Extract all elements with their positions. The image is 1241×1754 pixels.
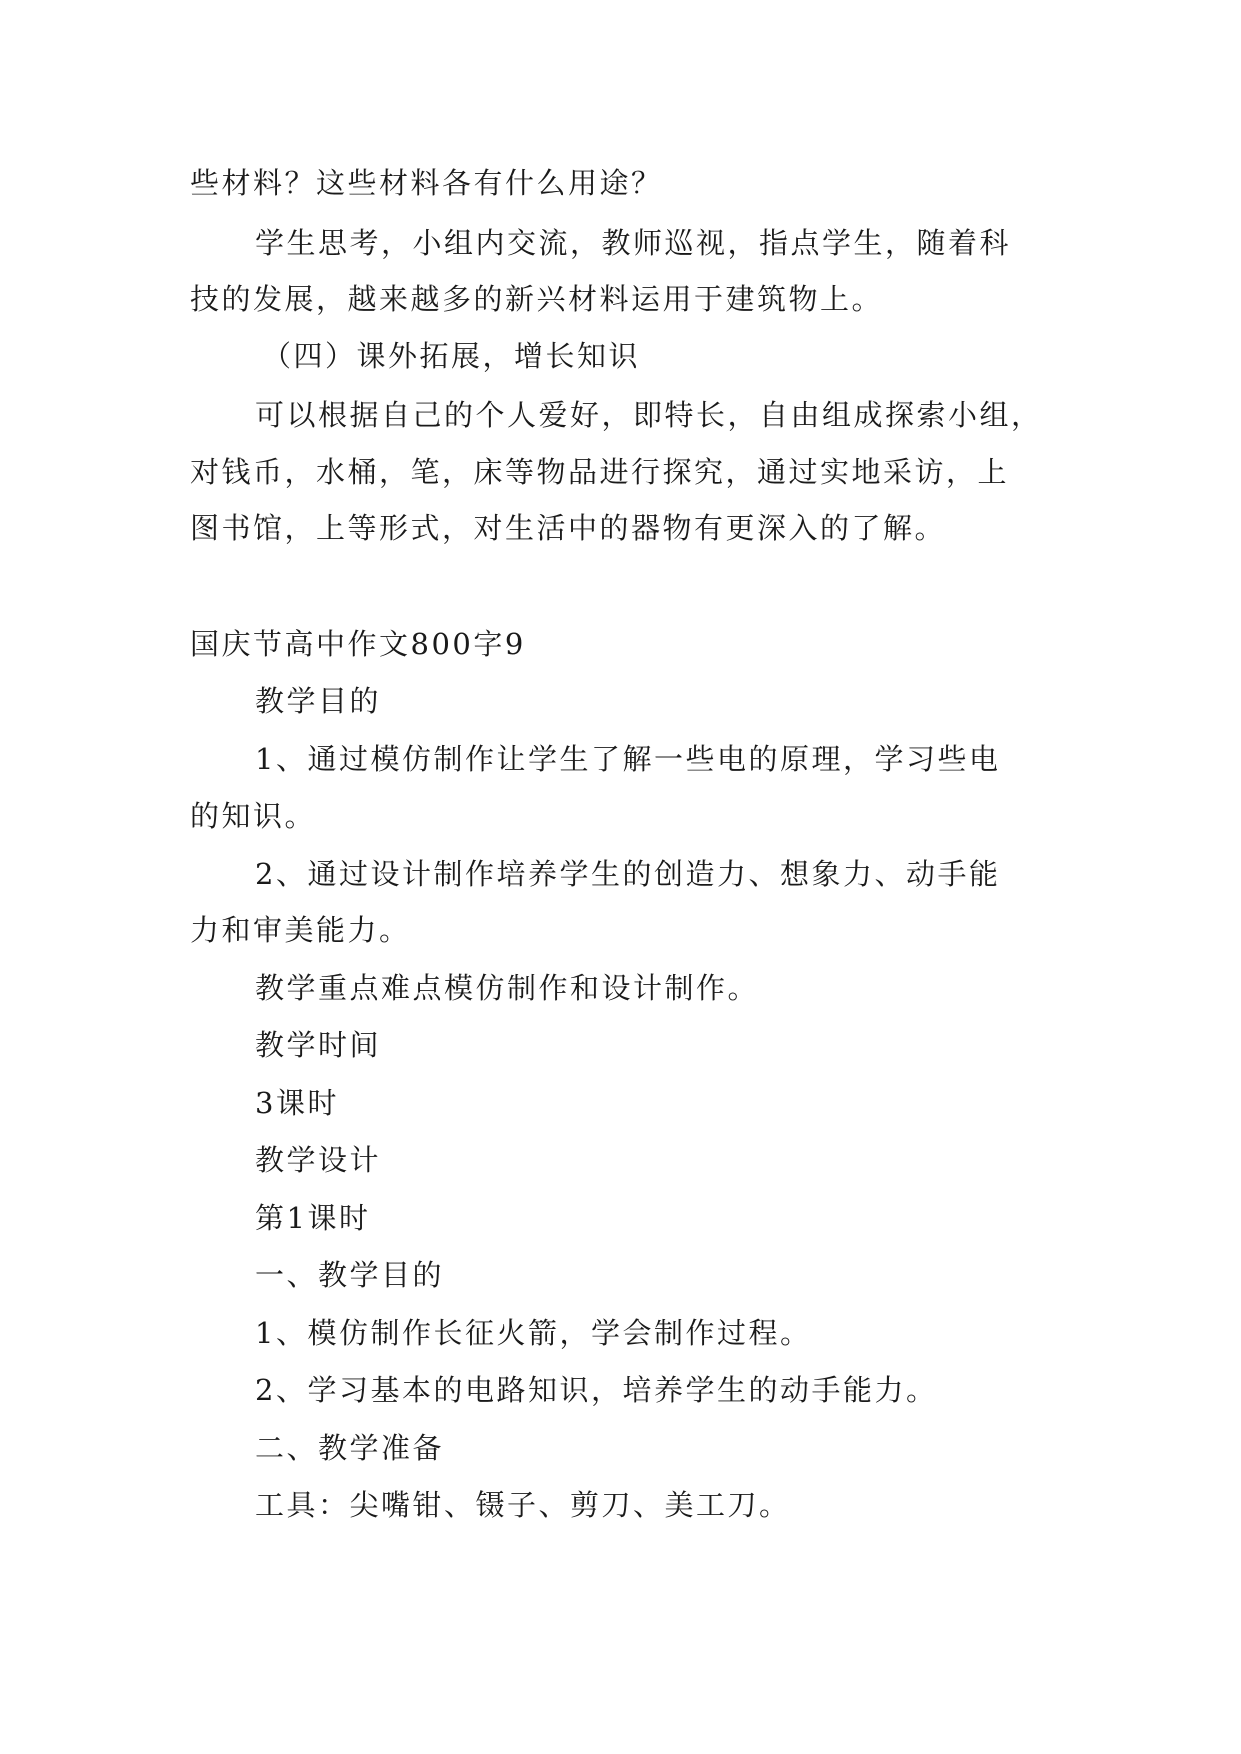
paragraph-line: 第1课时 [255,1201,371,1235]
section-heading: 教学目的 [255,684,382,718]
paragraph-line: 学生思考，小组内交流，教师巡视，指点学生，随着科 [255,226,1012,260]
document-title: 国庆节高中作文800字9 [190,627,526,661]
section-heading: 二、教学准备 [255,1431,445,1465]
section-heading: 教学时间 [255,1028,382,1062]
paragraph-line: 3课时 [255,1086,339,1120]
section-heading: 教学设计 [255,1143,382,1177]
paragraph-line: 1、通过模仿制作让学生了解一些电的原理，学习些电 [255,742,1001,776]
paragraph-line: 些材料？这些材料各有什么用途？ [190,166,663,200]
paragraph-line: 图书馆，上等形式，对生活中的器物有更深入的了解。 [190,511,947,545]
paragraph-line: 1、模仿制作长征火箭，学会制作过程。 [255,1316,812,1350]
paragraph-line: 的知识。 [190,799,317,833]
section-heading: （四）课外拓展，增长知识 [262,339,641,373]
paragraph-line: 工具：尖嘴钳、镊子、剪刀、美工刀。 [255,1488,791,1522]
paragraph-line: 可以根据自己的个人爱好，即特长，自由组成探索小组， [255,398,1043,432]
section-heading: 一、教学目的 [255,1258,445,1292]
paragraph-line: 教学重点难点模仿制作和设计制作。 [255,971,760,1005]
paragraph-line: 技的发展，越来越多的新兴材料运用于建筑物上。 [190,282,884,316]
paragraph-line: 2、通过设计制作培养学生的创造力、想象力、动手能 [255,857,1001,891]
paragraph-line: 力和审美能力。 [190,913,411,947]
paragraph-line: 对钱币，水桶，笔，床等物品进行探究，通过实地采访，上 [190,455,1010,489]
paragraph-line: 2、学习基本的电路知识，培养学生的动手能力。 [255,1373,938,1407]
